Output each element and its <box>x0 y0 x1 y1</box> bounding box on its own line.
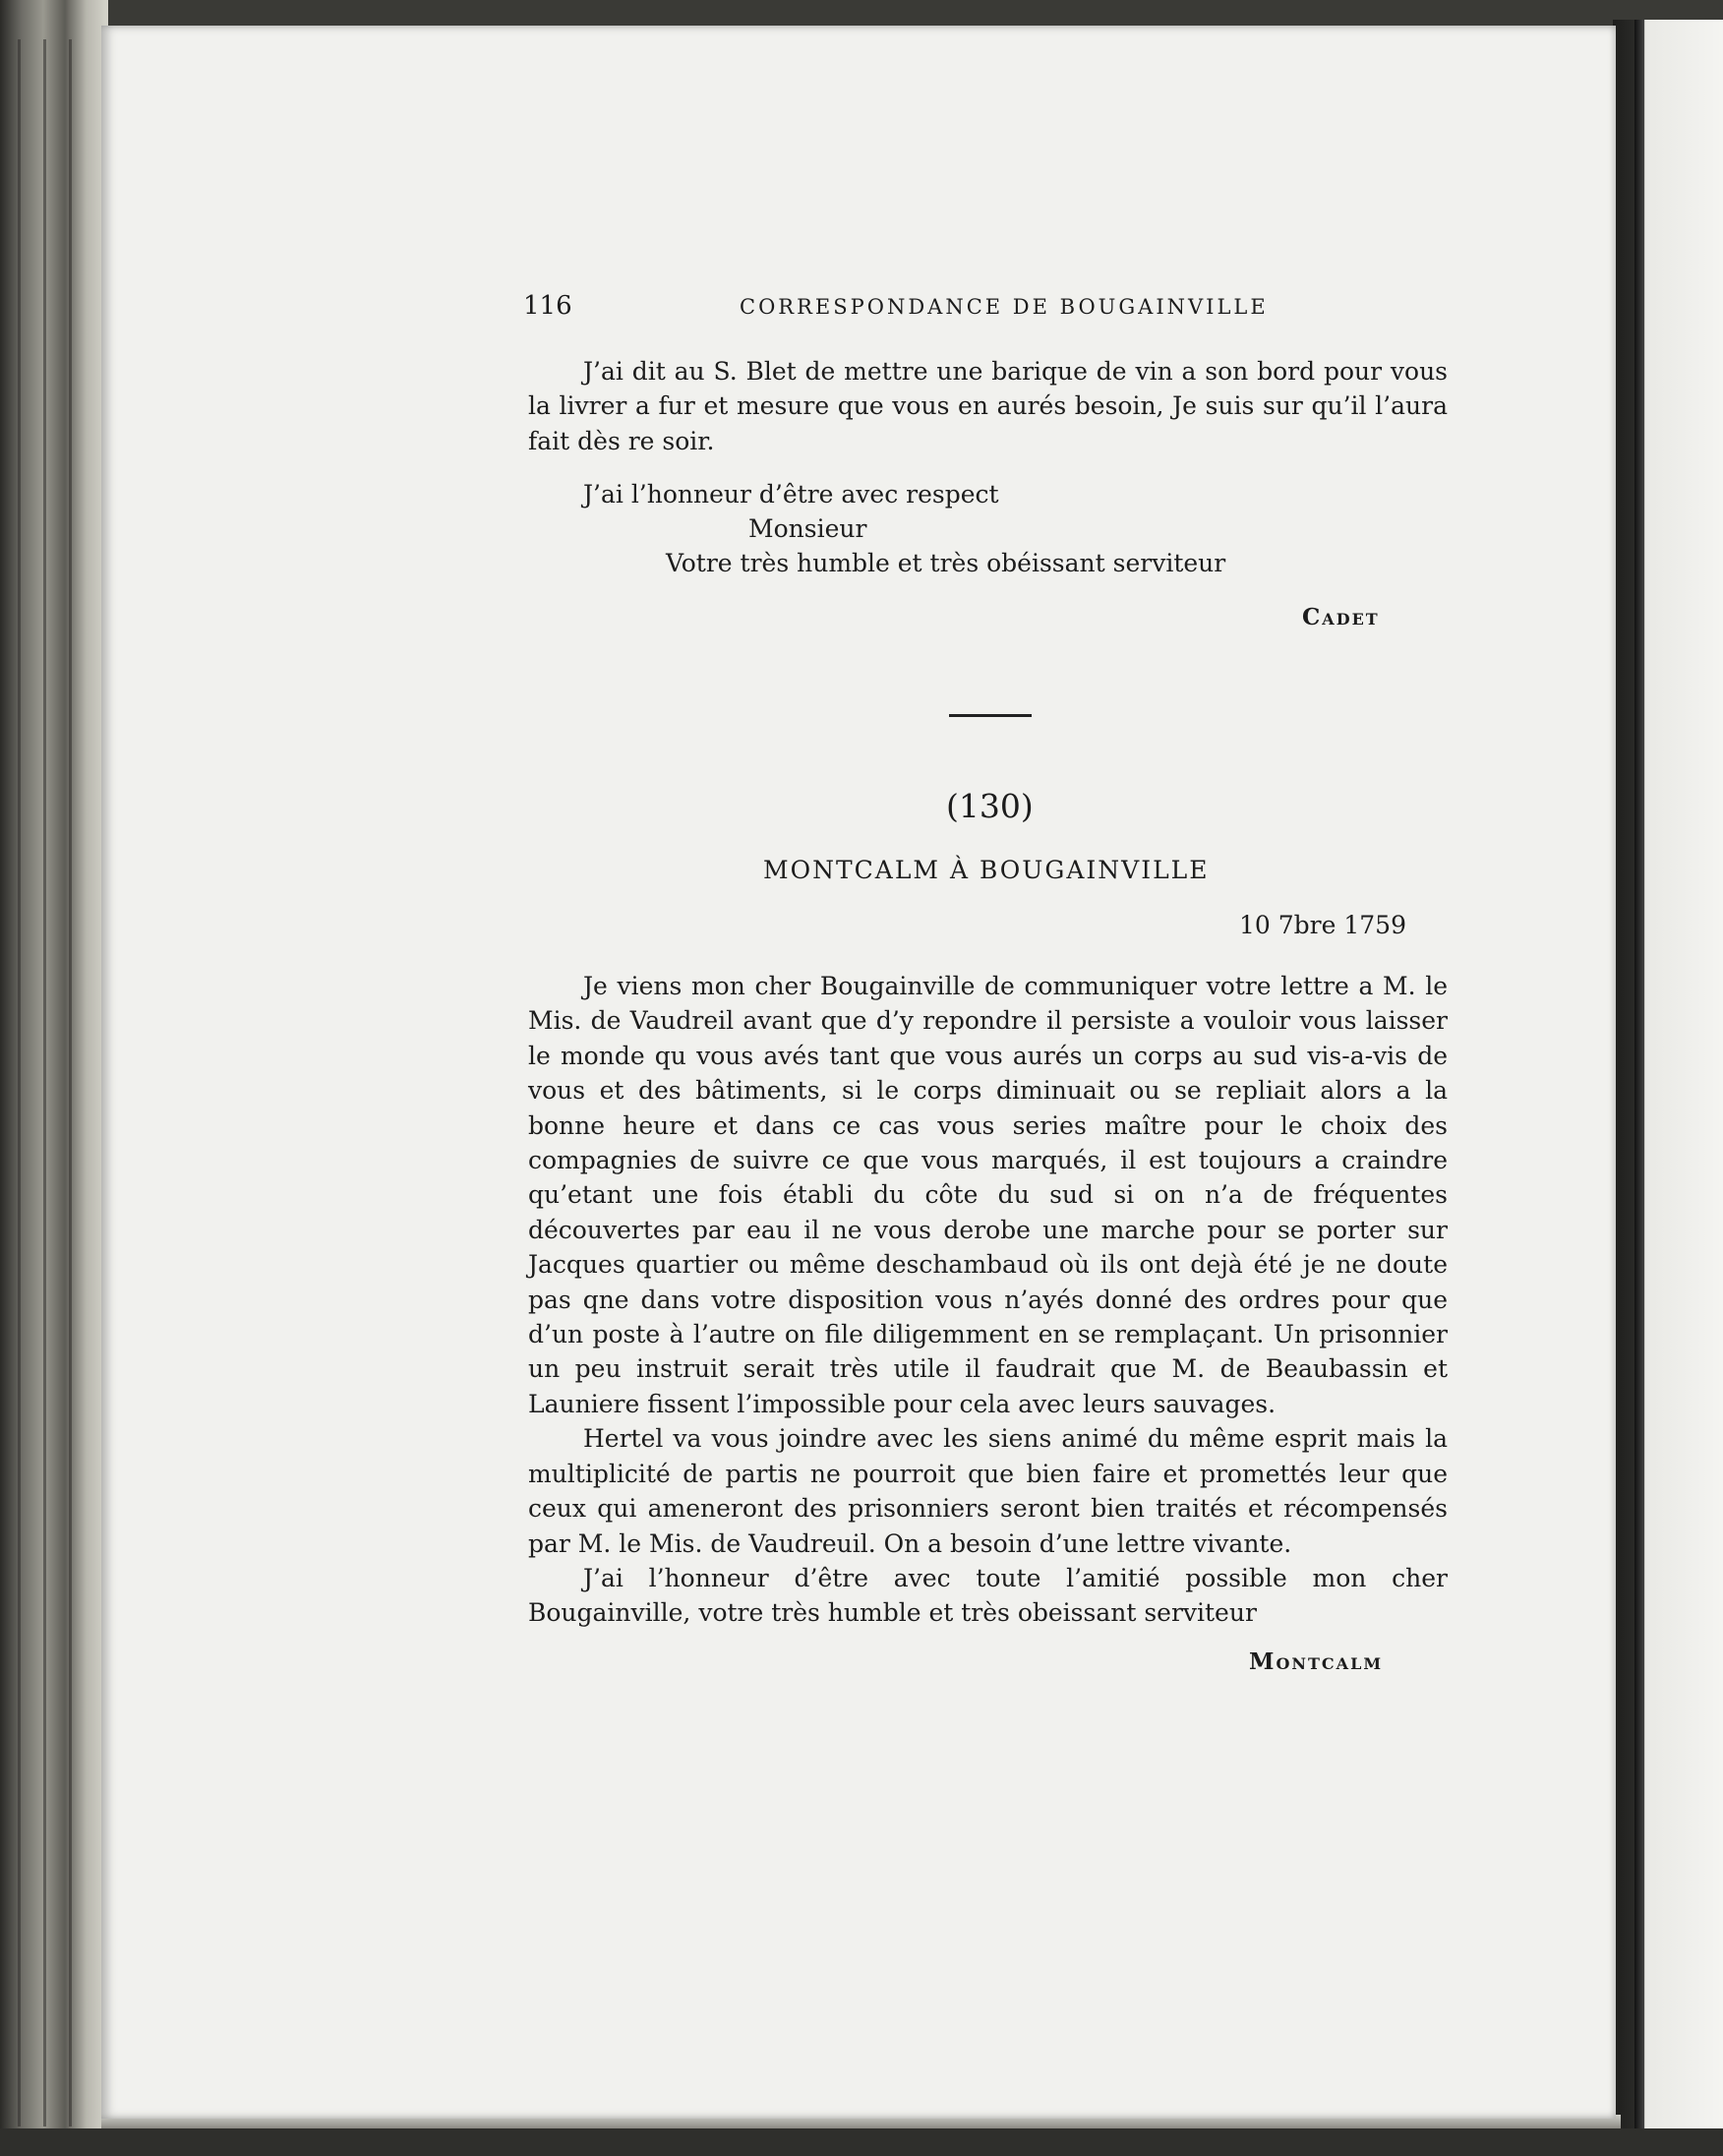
binding-edge-line <box>18 39 21 2126</box>
prev-letter-paragraph <box>528 354 1448 458</box>
page-number: 116 <box>523 291 572 321</box>
signature-montcalm: Montcalm <box>1249 1648 1384 1675</box>
scan-background <box>0 2128 1723 2156</box>
running-title: CORRESPONDANCE DE BOUGAINVILLE <box>740 295 1269 319</box>
binding-edge-line <box>69 39 72 2126</box>
closing-line: Monsieur <box>748 514 867 543</box>
letter-title: MONTCALM À BOUGAINVILLE <box>763 856 1210 884</box>
signature-cadet: Cadet <box>1302 604 1380 630</box>
adjacent-page-edge <box>1613 20 1723 2134</box>
letter-paragraph: J’ai l’honneur d’être avec toute l’amitié possible mon cher Bougainville, votre très humble et très obeissant serviteur <box>528 1563 1448 1628</box>
prev-letter-text: J’ai dit au S. Blet de mettre une barique de vin a son bord pour vous la livrer a fur et mesure que vous en aurés besoin, Je suis sur qu’il l’aura fait dès re soir. <box>528 357 1448 455</box>
binding-edge-line <box>43 39 46 2126</box>
letter-paragraph: Je viens mon cher Bougainville de communiquer votre lettre a M. le Mis. de Vaudreil avant que d’y repondre il persiste a vouloir vous laisser le monde qu vous avés tant que vous aurés un corps au sud vis-a-vis de vous et des bâtiments, si le corps diminuait ou se repliait alors a la bonne heure et dans ce cas vous series maître pour le choix des compagnies de suivre ce que vous marqués, il est toujours a craindre qu’etant une fois établi du côte du sud si on n’a de fréquentes découvertes par eau il ne vous derobe une marche pour se porter sur Jacques quartier ou même deschambaud où ils ont dejà été je ne doute pas qne dans votre disposition vous n’ayés donné des ordres pour que d’un poste à l’autre on file diligemment en se remplaçant. Un prisonnier un peu instruit serait très utile il faudrait que M. de Beaubassin et Launiere fissent l’impossible pour cela avec leurs sauvages. <box>528 972 1448 1418</box>
page-gutter <box>1634 20 1644 2134</box>
letter-number: (130) <box>946 787 1034 825</box>
letter-paragraph: Hertel va vous joindre avec les siens animé du même esprit mais la multiplicité de partis ne pourroit que bien faire et promettés leur que ceux qui ameneront des prisonniers seront bien traités et récompensés par M. le Mis. de Vaudreuil. On a besoin d’une lettre vivante. <box>528 1424 1448 1558</box>
letter-body <box>528 969 1448 1631</box>
closing-line: J’ai l’honneur d’être avec respect <box>583 480 999 509</box>
book-binding-left <box>0 0 108 2156</box>
letter-date: 10 7bre 1759 <box>1239 911 1406 939</box>
section-divider <box>949 714 1032 717</box>
closing-line: Votre très humble et très obéissant serviteur <box>666 549 1226 577</box>
